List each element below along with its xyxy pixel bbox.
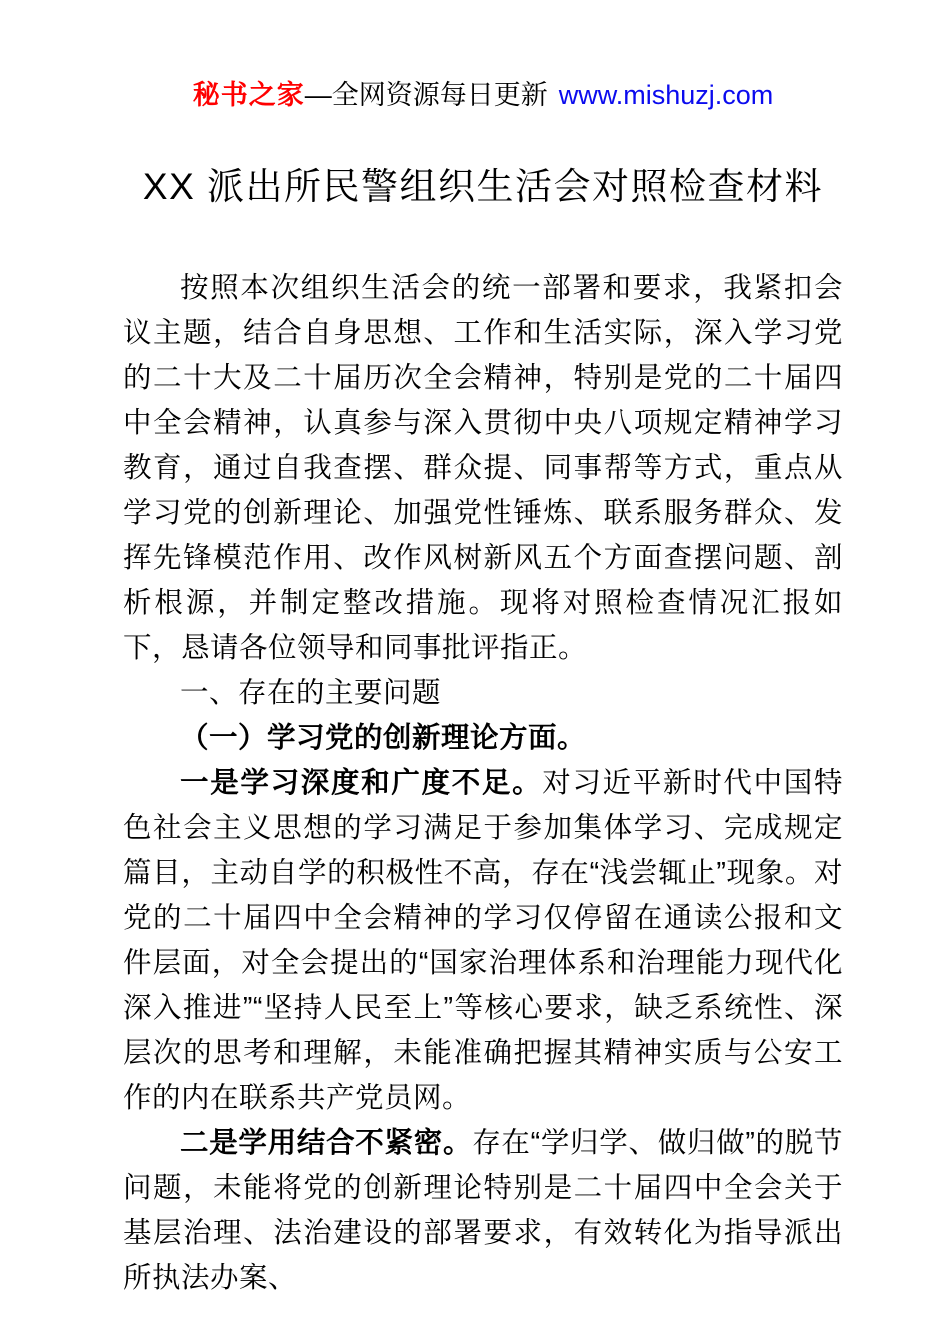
item-1-text: 对习近平新时代中国特色社会主义思想的学习满足于参加集体学习、完成规定篇目，主动自学的积极性不高，存在“浅尝辄止”现象。对党的二十届四中全会精神的学习仅停留在通读公报和文件层面，对全会提出的“国家治理体系和治理能力现代化深入推进”“坚持人民至上”等核心要求，缺乏系统性、深层次的思考和理解，未能准确把握其精神实质与公安工作的内在联系共产党员网。 <box>123 767 843 1114</box>
site-url-link[interactable]: www.mishuzj.com <box>558 80 774 110</box>
site-brand: 秘书之家 <box>192 80 305 110</box>
intro-paragraph: 按照本次组织生活会的统一部署和要求，我紧扣会议主题，结合自身思想、工作和生活实际，深入学习党的二十大及二十届历次全会精神，特别是党的二十届四中全会精神，认真参与深入贯彻中央八项规定精神学习教育，通过自我查摆、群众提、同事帮等方式，重点从学习党的创新理论、加强党性锤炼、联系服务群众、发挥先锋模范作用、改作风树新风五个方面查摆问题、剖析根源，并制定整改措施。现将对照检查情况汇报如下，恳请各位领导和同事批评指正。 <box>123 272 843 664</box>
item-paragraph-2 <box>123 1121 843 1301</box>
section-heading: 一、存在的主要问题 <box>180 677 442 709</box>
item-2-lead: 二是学用结合不紧密。 <box>180 1127 473 1159</box>
document-title: XX 派出所民警组织生活会对照检查材料 <box>142 166 824 207</box>
item-2-text: 存在“学归学、做归做”的脱节问题，未能将党的创新理论特别是二十届四中全会关于基层治理、法治建设的部署要求，有效转化为指导派出所执法办案、 <box>123 1127 843 1294</box>
site-banner <box>123 78 843 112</box>
document-body <box>123 266 843 1301</box>
site-tagline: —全网资源每日更新 <box>304 80 548 110</box>
item-1-lead: 一是学习深度和广度不足。 <box>180 767 543 799</box>
item-paragraph-1 <box>123 761 843 1121</box>
subsection-heading: （一）学习党的创新理论方面。 <box>180 722 587 754</box>
